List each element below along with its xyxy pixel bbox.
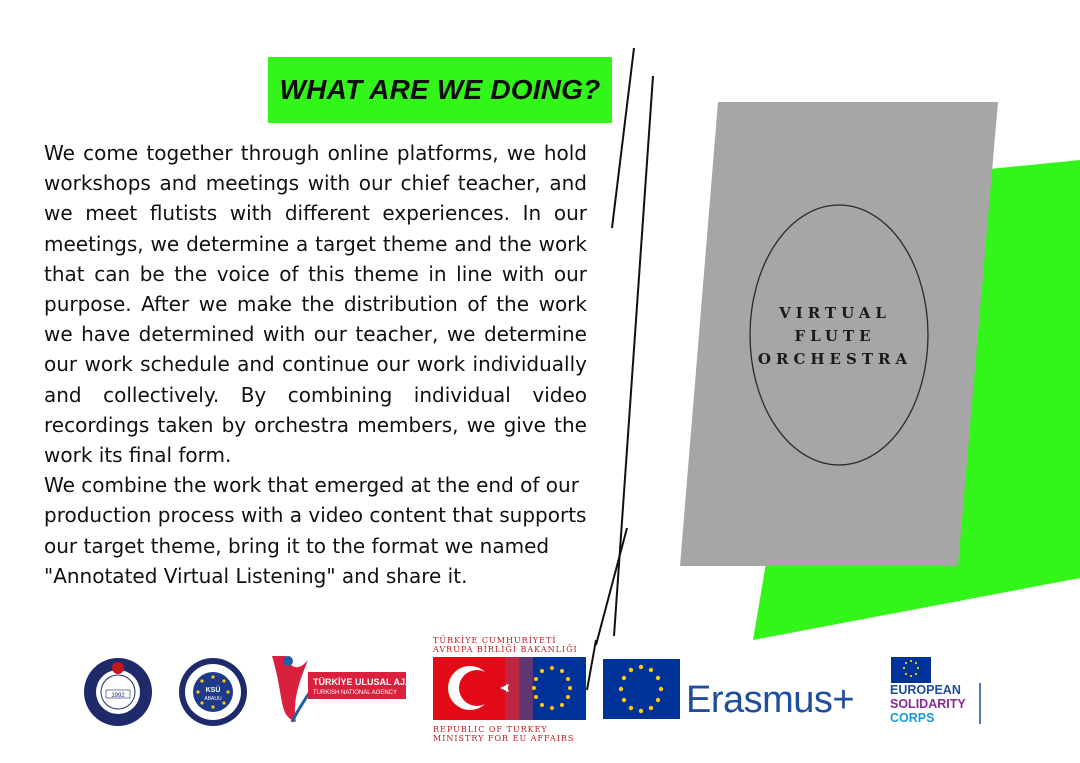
esc-line1: EUROPEAN xyxy=(890,683,961,697)
svg-text:ABAUU: ABAUU xyxy=(204,696,222,702)
poster-line-flute: FLUTE xyxy=(794,327,876,345)
poster-line-virtual: VIRTUAL xyxy=(779,304,891,322)
eu-ministry-bottom-text xyxy=(433,725,574,743)
tna-title: TÜRKİYE ULUSAL AJANSI xyxy=(313,677,427,687)
eu-ministry-top-text xyxy=(433,636,578,654)
eu-ministry-bottom-line1: REPUBLIC OF TURKEY xyxy=(433,725,548,734)
eu-ministry-bottom-line2: MINISTRY FOR EU AFFAIRS xyxy=(433,734,575,743)
ksu-abauu-seal xyxy=(179,658,247,726)
page-heading: WHAT ARE WE DOING? xyxy=(279,74,601,105)
erasmus-wordmark: Erasmus+ xyxy=(686,679,855,721)
esc-wordmark xyxy=(890,683,966,725)
turkish-national-agency-logo xyxy=(268,653,408,725)
tna-subtitle: TURKISH NATIONAL AGENCY xyxy=(313,690,398,696)
ksu-university-seal xyxy=(84,658,152,726)
erasmus-eu-flag xyxy=(603,659,680,719)
esc-line2: SOLIDARITY xyxy=(890,697,966,711)
eu-ministry-top-line2: AVRUPA BİRLİĞİ BAKANLIĞI xyxy=(433,645,578,654)
svg-text:1992: 1992 xyxy=(111,693,125,699)
svg-text:KSÜ: KSÜ xyxy=(205,687,221,694)
paragraph-1: We come together through online platforms, we hold workshops and meetings with our chief teacher, and we meet flutists with different experiences. In our meetings, we determine a target theme and the work that can be the voice of this theme in line with our purpose. After we make the distribution of the work we have determined with our teacher, we determine our work schedule and continue our work individually and collectively. By combining individual video recordings taken by orchestra members, we give the work its final form. xyxy=(44,141,587,468)
eu-ministry-flag xyxy=(433,657,586,720)
poster-line-orchestra: ORCHESTRA xyxy=(757,350,913,368)
eu-ministry-top-line1: TÜRKİYE CUMHURİYETİ xyxy=(433,636,557,645)
esc-line3: CORPS xyxy=(890,711,935,725)
paragraph-2: We combine the work that emerged at the end of our production process with a video content that supports our target theme, bring it to the format we named "Annotated Virtual Listening" and share it. xyxy=(44,473,587,588)
